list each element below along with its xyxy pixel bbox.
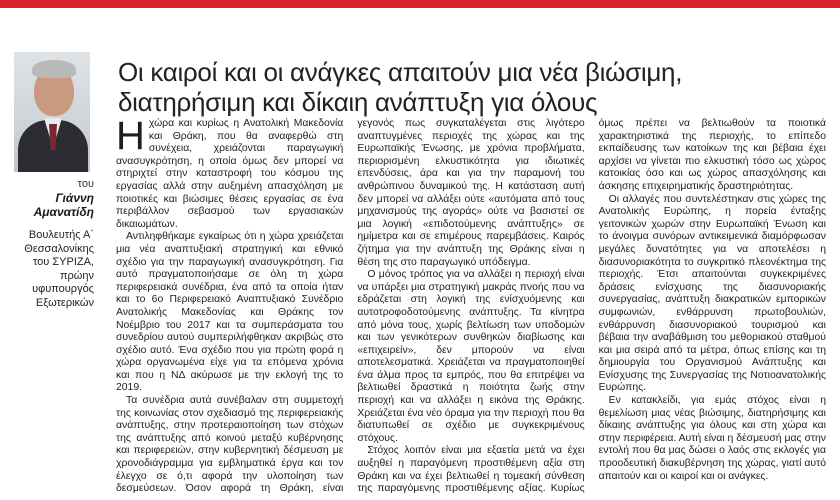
byline	[14, 178, 94, 310]
article-paragraph: Οι αλλαγές που συντελέστηκαν στις χώρες της Ανατολικής Ευρώπης, η πορεία ένταξης γειτονικών χωρών στην Ευρωπαϊκή Ένωση και το άνοιγμα συνόρων αντικειμενικά διαμόρφωσαν μεγάλες δυνατότητες για να αποτελέσει η διασυνοριακότητα το συγκριτικό πλεονέκτημα της περιοχής. Έτσι απαιτούνται συγκεκριμένες δράσεις ενίσχυσης της διασυνοριακής συνεργασίας, ανάπτυξη διακρατικών εμπορικών συμφωνιών, ενθάρρυνση πρωτοβουλιών, ενθάρρυνση διασυνοριακού τουρισμού και βέβαια την αναβάθμιση του μεθοριακού σταθμού και μια σειρά από τα μέτρα, όπως επίσης και τη δημιουργία του Οργανισμού Ανάπτυξης και Ενίσχυσης της Συνεργασίας της Νοτιοανατολικής Ευρώπης.	[598, 193, 826, 394]
header-accent-bar	[0, 0, 840, 8]
drop-cap: Η	[116, 114, 145, 158]
article-paragraph: Εν κατακλείδι, για εμάς στόχος είναι η θεμελίωση μιας νέας βιώσιμης, διατηρήσιμης και δίκαιης ανάπτυξης για όλους και στη χώρα και στην περιφέρεια. Αυτή είναι η δέσμευσή μας στην εντολή που θα μας δώσει ο λαός στις εκλογές για προοδευτική διακυβέρνηση της χώρας, γιατί αυτό απαιτούν και οι καιροί και οι ανάγκες.	[598, 395, 826, 482]
byline-prefix: του	[77, 178, 94, 190]
author-role: Βουλευτής Α΄ Θεσσαλονίκης του ΣΥΡΙΖΑ, πρώην υφυπουργός Εξωτερικών	[24, 229, 94, 309]
article-paragraph: Ο μόνος τρόπος για να αλλάξει η περιοχή είναι να υπάρξει μια στρατηγική μακράς πνοής που να εδράζεται στη λογική της ενίσχυόμενης και αυτοτροφοδοτούμενης ανάπτυξης. Τα κίνητρα από μόνα τους, χωρίς βελτίωση των υποδομών και των γενικότερων συνθηκών διαβίωσης και «επιχειρείν», δεν μπορούν να είναι αποτελεσματικά. Χρειάζεται να πραγματοποιηθεί ένα άλμα προς τα εμπρός, που θα επιτρέψει να βελτιωθεί δραστικά η ποιότητα ζωής στην περιοχή και να αλλάξει η εικόνα της Θράκης. Χρειάζεται ένα νέο όραμα για την περιοχή που θα διατυπωθεί σε σχέδιο με συγκεκριμένους στόχους.	[357, 269, 585, 444]
article-paragraph: Τα συνέδρια αυτά συνέβαλαν στη συμμετοχή της κοινωνίας στον σχεδιασμό της περιφερειακής ανάπτυξης, στην προτεραιοποίηση των στόχων της ανάπτυξης από κοινού μεταξύ κυβέρνησης και περιφερειών, στην κυβερνητική δέσμευση με χρονοδιάγραμμα για εμβληματικά έργα και τον έλεγχο σε ό,τι αφορά την υλοποίηση των δεσμεύσεων. Όσον αφορά τη Θράκη, είναι γεγονός πως συγκαταλέγεται στις λιγότερο αναπτυγμένες περιοχές της χώρας και της Ευρωπαϊκής Ένωσης, με χρόνια προβλήματα, περιορισμένη ελκυστικότητα για ιδιωτικές επενδύσεις, άρα και για την παραμονή του ανθρώπινου δυναμικού της. Η κατάσταση αυτή δεν μπορεί να αλλάξει ούτε «αυτόματα από τους μηχανισμούς της αγοράς» ούτε να βασιστεί σε μια λογική «επιδοτούμενης ανάπτυξης» σε ημίμετρα και σε επιμέρους παρεμβάσεις. Καιρός ζήτημα για την ανάπτυξη της Θράκης είναι η θέση της στο παραγωγικό υπόδειγμα.	[116, 118, 585, 495]
article-paragraph: Αντιληφθήκαμε εγκαίρως ότι η χώρα χρειάζεται μια νέα αναπτυξιακή στρατηγική και εθνικό σχέδιο για την παραγωγική ανασυγκρότηση. Για αυτό πραγματοποιήσαμε σε όλη τη χώρα περιφερειακά συνέδρια, ένα από τα οποία ήταν και το 6ο Περιφερειακό Αναπτυξιακό Συνέδριο Ανατολικής Μακεδονίας και Θράκης τον Νοέμβριο του 2017 και τα συμπεράσματα του συνεδρίου αυτού συμπεριλήφθηκαν ακριβώς στο σχέδιο αυτό. Ένα σχέδιο που για πρώτη φορά η χώρα οργανωμένα είχε για τα επόμενα χρόνια και που η ΝΔ ακύρωσε με την εκλογή της το 2019.	[116, 231, 344, 394]
author-photo	[14, 52, 90, 172]
author-name: Γιάννη Αμανατίδη	[33, 191, 94, 219]
article-title: Οι καιροί και οι ανάγκες απαιτούν μια νέα βιώσιμη, διατηρήσιμη και δίκαιη ανάπτυξη για όλους	[118, 57, 683, 118]
article-body	[116, 114, 826, 496]
article-paragraph: Στόχος λοιπόν είναι μια εξαετία μετά να έχει αυξηθεί η παραγόμενη προστιθέμενη αξία στη Θράκη και να έχει βελτιωθεί η τομεακή σύνθεση της παραγόμενης προστιθέμενης αξίας. Κυρίως όμως πρέπει να βελτιωθούν τα ποιοτικά χαρακτηριστικά της περιοχής, το επίπεδο εκπαίδευσης των κατοίκων της και βέβαια έχει αρχίσει να γίνεται πιο ελκυστική τόσο ως χώρος κατοικίας όσο και ως χώρος απασχόλησης και άσκησης επιχειρηματικής δραστηριότητας.	[357, 118, 826, 495]
article-paragraph: Ηχώρα και κυρίως η Ανατολική Μακεδονία και Θράκη, που θα αναφερθώ στη συνέχεια, χρειάζονται παραγωγική ανασυγκρότηση, η οποία όμως δεν μπορεί να στηριχτεί στην καταστροφή του κόσμου της εργασίας αλλά στην αυξημένη απασχόληση με ποιοτικές και βιώσιμες θέσεις εργασίας σε ένα περιβάλλον σεβασμού των εργασιακών δικαιωμάτων.	[116, 114, 344, 230]
